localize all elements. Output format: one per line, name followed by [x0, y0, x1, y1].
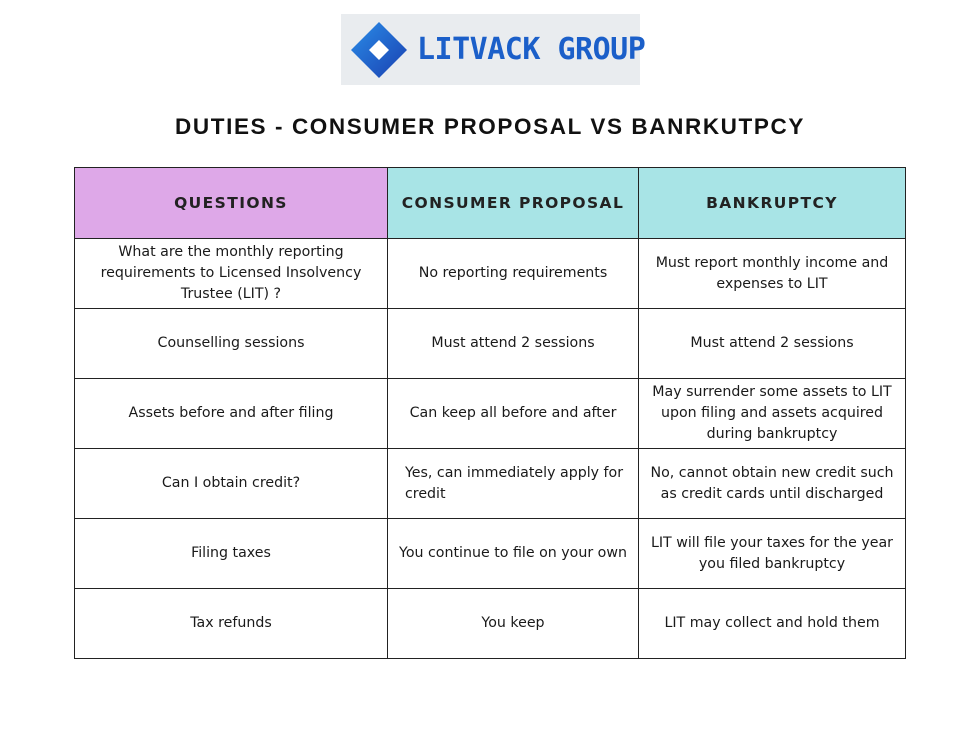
table-header-row [75, 168, 906, 239]
consumer-proposal-cell: Can keep all before and after [388, 379, 639, 449]
consumer-proposal-cell: Must attend 2 sessions [388, 309, 639, 379]
table-row [75, 379, 906, 449]
table-row [75, 519, 906, 589]
bankruptcy-cell: LIT may collect and hold them [639, 589, 906, 659]
header-questions: QUESTIONS [75, 168, 388, 239]
logo [341, 14, 646, 85]
table-row [75, 449, 906, 519]
question-cell: Assets before and after filing [75, 379, 388, 449]
question-cell: What are the monthly reporting requirements to Licensed Insolvency Trustee (LIT) ? [75, 239, 388, 309]
question-cell: Tax refunds [75, 589, 388, 659]
consumer-proposal-cell: No reporting requirements [388, 239, 639, 309]
question-cell: Can I obtain credit? [75, 449, 388, 519]
table-row [75, 309, 906, 379]
diamond-logo-icon [349, 20, 409, 80]
consumer-proposal-cell: You keep [388, 589, 639, 659]
question-cell: Filing taxes [75, 519, 388, 589]
bankruptcy-cell: Must attend 2 sessions [639, 309, 906, 379]
question-cell: Counselling sessions [75, 309, 388, 379]
bankruptcy-cell: May surrender some assets to LIT upon filing and assets acquired during bankruptcy [639, 379, 906, 449]
bankruptcy-cell: No, cannot obtain new credit such as credit cards until discharged [639, 449, 906, 519]
comparison-table [74, 167, 906, 659]
bankruptcy-cell: Must report monthly income and expenses to LIT [639, 239, 906, 309]
consumer-proposal-cell: Yes, can immediately apply for credit [388, 449, 639, 519]
table-row [75, 589, 906, 659]
header-bankruptcy: BANKRUPTCY [639, 168, 906, 239]
logo-text: LITVACK GROUP [417, 32, 646, 67]
header-consumer-proposal: CONSUMER PROPOSAL [388, 168, 639, 239]
bankruptcy-cell: LIT will file your taxes for the year you filed bankruptcy [639, 519, 906, 589]
page-title: DUTIES - CONSUMER PROPOSAL VS BANRKUTPCY [175, 114, 805, 139]
table-row [75, 239, 906, 309]
consumer-proposal-cell: You continue to file on your own [388, 519, 639, 589]
